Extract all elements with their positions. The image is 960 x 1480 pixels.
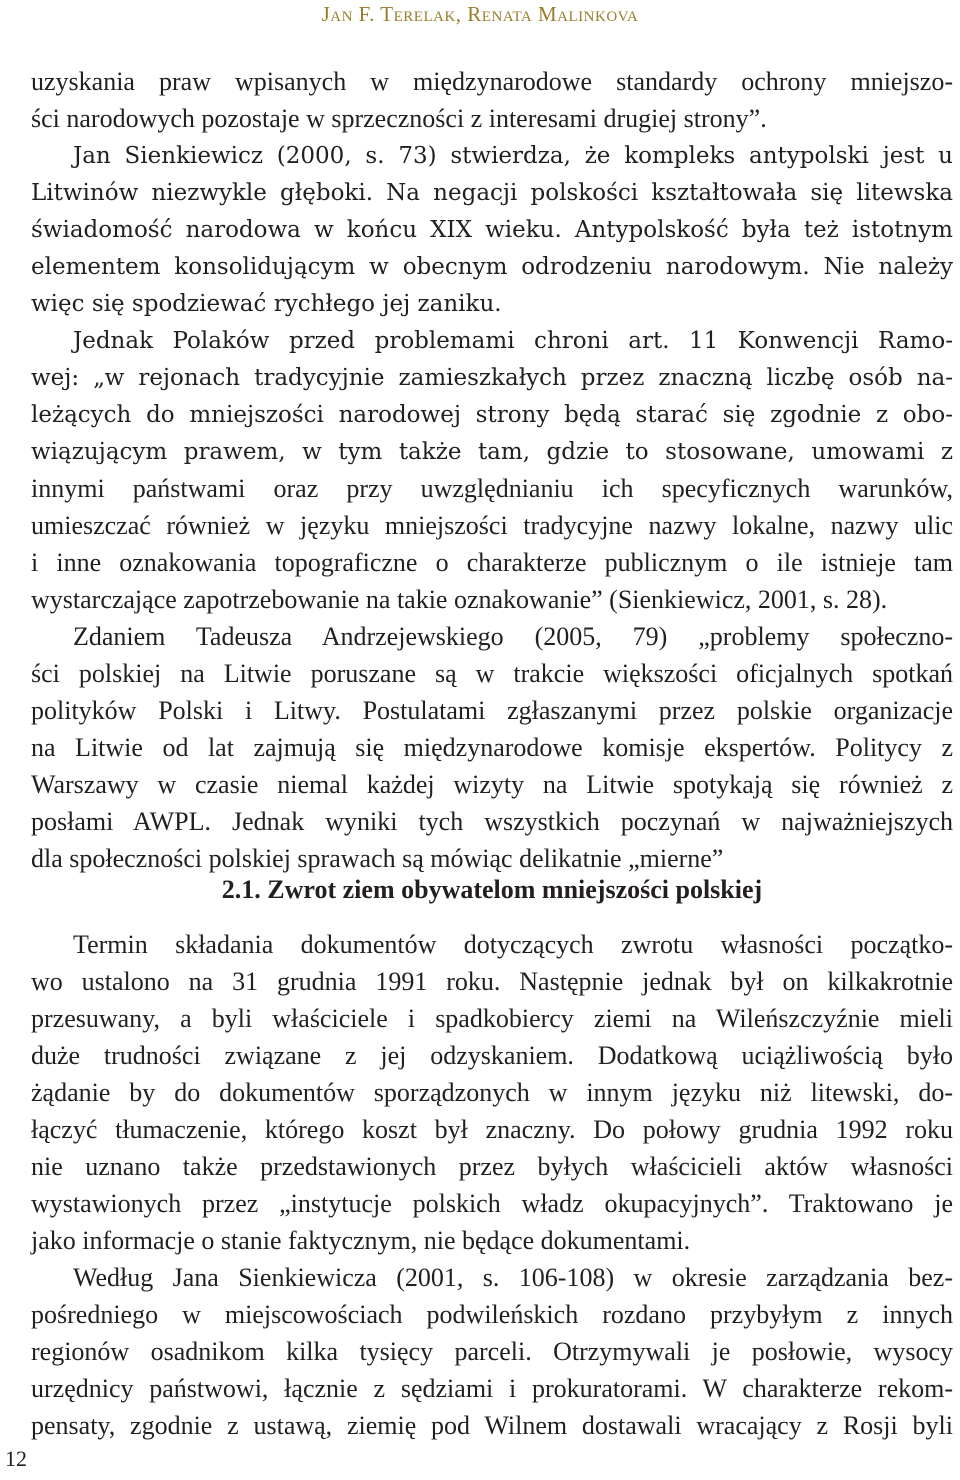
text-line: Według Jana Sienkiewicza (2001, s. 106-108) w okresie zarządzania bez- xyxy=(73,1263,953,1292)
text-line: umieszczać również w języku mniejszości tradycyjne nazwy lokalne, nazwy ulic xyxy=(31,511,953,540)
text-line: wiązującym prawem, w tym także tam, gdzie to stosowane, umowami z xyxy=(31,439,953,465)
text-line: uzyskania praw wpisanych w międzynarodowe standardy ochrony mniejszo- xyxy=(31,67,953,96)
text-line: świadomość narodowa w końcu XIX wieku. Antypolskość była też istotnym xyxy=(31,217,953,243)
text-line: urzędnicy państwowi, łącznie z sędziami i prokuratorami. W charakterze rekom- xyxy=(31,1374,953,1403)
text-line: regionów osadnikom kilka tysięcy parceli. Otrzymywali je posłowie, wysocy xyxy=(31,1337,953,1366)
text-line: wystawionych przez „instytucje polskich władz okupacyjnych”. Traktowano je xyxy=(31,1189,953,1218)
section-heading: 2.1. Zwrot ziem obywatelom mniejszości polskiej xyxy=(221,875,763,904)
page-number: 12 xyxy=(5,1446,27,1471)
text-line: i inne oznakowania topograficzne o charakterze publicznym o ile istnieje tam xyxy=(31,548,953,577)
text-line: jako informacje o stanie faktycznym, nie będące dokumentami. xyxy=(31,1226,691,1255)
text-line: wo ustalono na 31 grudnia 1991 roku. Następnie jednak był on kilkakrotnie xyxy=(31,967,953,996)
text-line: polityków Polski i Litwy. Postulatami zgłaszanymi przez polskie organizacje xyxy=(31,696,953,725)
running-head: Jan F. Terelak, Renata Malinkova xyxy=(321,2,639,26)
text-line: ści polskiej na Litwie poruszane są w trakcie większości oficjalnych spotkań xyxy=(31,659,953,688)
text-line: elementem konsolidującym w obecnym odrodzeniu narodowym. Nie należy xyxy=(31,254,953,280)
text-line: duże trudności związane z jej odzyskaniem. Dodatkową uciążliwością było xyxy=(31,1041,953,1070)
text-line: wystarczające zapotrzebowanie na takie oznakowanie” (Sienkiewicz, 2001, s. 28). xyxy=(31,585,888,614)
text-line: Zdaniem Tadeusza Andrzejewskiego (2005, 79) „problemy społeczno- xyxy=(73,622,953,651)
text-line: pensaty, zgodnie z ustawą, ziemię pod Wilnem dostawali wracający z Rosji byli xyxy=(31,1411,953,1440)
text-line: przesuwany, a byli właściciele i spadkobiercy ziemi na Wileńszczyźnie mieli xyxy=(31,1004,953,1033)
text-line: pośredniego w miejscowościach podwileńskich rozdano przybyłym z innych xyxy=(31,1300,953,1329)
text-line: dla społeczności polskiej sprawach są mówiąc delikatnie „mierne” xyxy=(31,844,724,873)
text-line: wej: „w rejonach tradycyjnie zamieszkałych przez znaczną liczbę osób na- xyxy=(31,365,953,391)
text-line: Jan Sienkiewicz (2000, s. 73) stwierdza, że kompleks antypolski jest u xyxy=(73,143,953,169)
text-line: Litwinów niezwykle głęboki. Na negacji polskości kształtowała się litewska xyxy=(31,180,953,206)
text-line: łączyć tłumaczenie, którego koszt był znaczny. Do połowy grudnia 1992 roku xyxy=(31,1115,953,1144)
text-line: innymi państwami oraz przy uwzględnianiu ich specyficznych warunków, xyxy=(31,474,953,503)
text-line: leżących do mniejszości narodowej strony będą starać się zgodnie z obo- xyxy=(31,402,953,428)
text-line: Termin składania dokumentów dotyczących zwrotu własności początko- xyxy=(73,930,953,959)
text-line: posłami AWPL. Jednak wyniki tych wszystkich poczynań w najważniejszych xyxy=(31,807,953,836)
text-line: więc się spodziewać rychłego jej zaniku. xyxy=(31,291,502,317)
text-line: Warszawy w czasie niemal każdej wizyty na Litwie spotykają się również z xyxy=(31,770,953,799)
text-line: Jednak Polaków przed problemami chroni art. 11 Konwencji Ramo- xyxy=(73,328,953,354)
text-line: ści narodowych pozostaje w sprzeczności z interesami drugiej strony”. xyxy=(31,104,767,133)
text-line: żądanie by do dokumentów sporządzonych w innym języku niż litewski, do- xyxy=(31,1078,953,1107)
text-line: na Litwie od lat zajmują się międzynarodowe komisje ekspertów. Politycy z xyxy=(31,733,953,762)
text-line: nie uznano także przedstawionych przez byłych właścicieli aktów własności xyxy=(31,1152,953,1181)
